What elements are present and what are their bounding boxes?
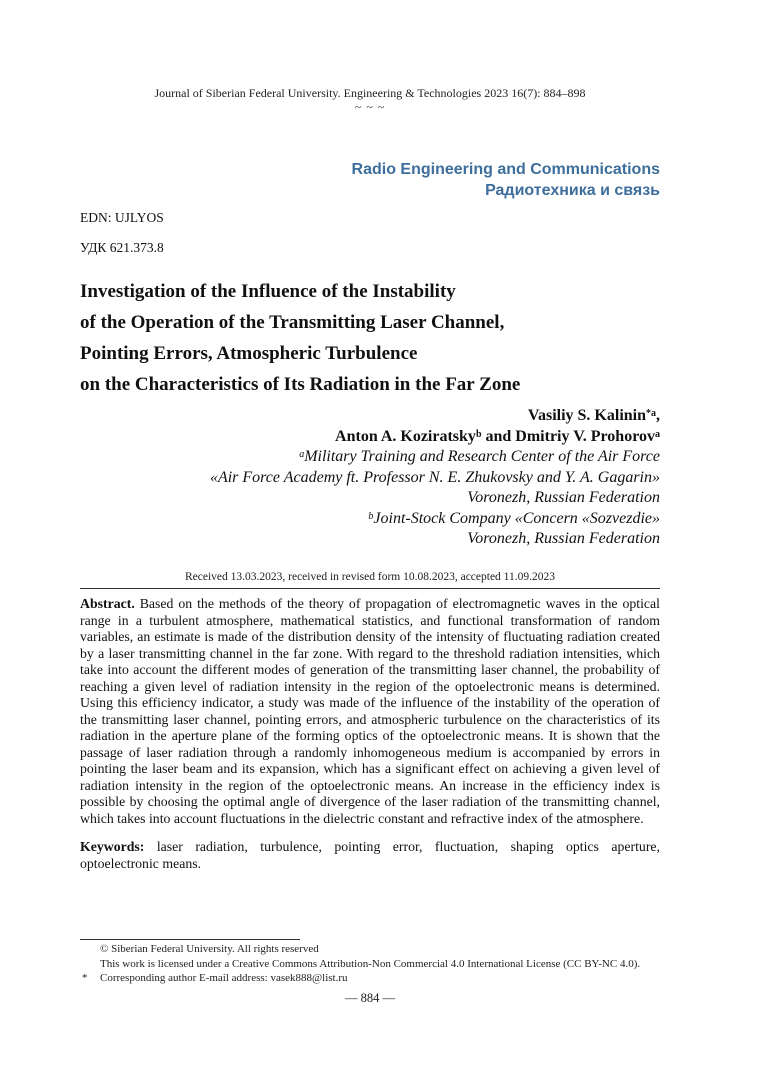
keywords-label: Keywords:	[80, 839, 145, 854]
author-separator: ,	[656, 407, 660, 424]
copyright-footnote: © Siberian Federal University. All rights reserved	[100, 943, 319, 955]
footnote-divider	[80, 939, 300, 940]
affiliation-text: Joint-Stock Company «Concern «Sozvezdie»	[373, 509, 660, 527]
author-name: Dmitriy V. Prohorov	[515, 427, 655, 445]
section-title-russian: Радиотехника и связь	[485, 182, 660, 199]
title-line: of the Operation of the Transmitting Laser Channel,	[80, 312, 505, 333]
author-line-2	[210, 427, 660, 448]
affiliation-mark: b	[368, 510, 374, 522]
author-name: Vasiliy S. Kalinin	[527, 407, 646, 424]
abstract-label: Abstract.	[80, 596, 135, 611]
author-affiliation-mark: b	[475, 428, 482, 440]
affiliation-mark: a	[299, 449, 305, 460]
affiliation-b-line	[210, 509, 660, 530]
received-dates: Received 13.03.2023, received in revised form 10.08.2023, accepted 11.09.2023	[184, 571, 556, 583]
header-separator: ~ ~ ~	[354, 100, 386, 114]
title-line: Pointing Errors, Atmospheric Turbulence	[80, 343, 418, 364]
author-affiliation-mark: *a	[646, 408, 656, 419]
edn-identifier: EDN: UJLYOS	[80, 210, 164, 225]
affiliation-a-line: «Air Force Academy ft. Professor N. E. Zhukovsky and Y. A. Gagarin»	[209, 468, 660, 486]
author-affiliation-mark: a	[655, 428, 660, 440]
title-line: Investigation of the Influence of the Instability	[80, 281, 456, 302]
author-line-1	[210, 406, 660, 427]
authors-block	[210, 406, 660, 550]
abstract-divider	[80, 588, 660, 589]
keywords-text: laser radiation, turbulence, pointing error, fluctuation, shaping optics aperture, optoelectronic means.	[80, 839, 660, 871]
affiliation-text: Military Training and Research Center of the Air Force	[304, 448, 660, 465]
abstract-text: Based on the methods of the theory of propagation of electromagnetic waves in the optical range in a turbulent atmosphere, mathematical statistics, and functional transformation of random variables, an estimate is made of the distribution density of the intensity of fluctuating radiation created by a laser transmitting channel in the far zone. With regard to the threshold radiation intensities, which take into account the different modes of generation of the transmitting laser channel, the probability of reaching a given level of radiation intensity in the region of the optoelectronic means is determined. Using this efficiency indicator, a study was made of the influence of the instability of the operation of the transmitting laser channel, pointing errors, and atmospheric turbulence on the characteristics of its radiation in the aperture plane of the forming optics of the optoelectronic means. It is shown that the passage of laser radiation through a randomly inhomogeneous medium is accompanied by errors in pointing the laser beam and its expansion, which has a significant effect on achieving a given level of radiation intensity in the region of the optoelectronic means. An increase in the efficiency index is possible by choosing the optimal angle of divergence of the laser radiation of the transmitting channel, which takes into account fluctuations in the dielectric constant and refractive index of the atmosphere.	[80, 596, 660, 826]
paper-title	[80, 276, 680, 400]
abstract	[80, 596, 660, 827]
page-number: — 884 —	[345, 991, 395, 1005]
title-line: on the Characteristics of Its Radiation in the Far Zone	[80, 374, 521, 395]
author-conjunction: and	[481, 427, 516, 445]
keywords	[80, 838, 660, 872]
affiliation-b-line: Voronezh, Russian Federation	[467, 530, 660, 547]
section-title-english: Radio Engineering and Communications	[351, 161, 660, 178]
udk-identifier: УДК 621.373.8	[80, 240, 164, 255]
license-footnote: This work is licensed under a Creative Commons Attribution-Non Commercial 4.0 International License (CC BY-NC 4.0).	[100, 958, 641, 970]
affiliation-a-line: Voronezh, Russian Federation	[467, 489, 660, 506]
footnote-asterisk: *	[82, 972, 88, 984]
corresponding-author-footnote: Corresponding author E-mail address: vasek888@list.ru	[100, 972, 348, 984]
author-name: Anton A. Koziratsky	[335, 427, 476, 445]
journal-header: Journal of Siberian Federal University. Engineering & Technologies 2023 16(7): 884–898	[154, 86, 586, 100]
affiliation-a-line	[210, 447, 660, 468]
